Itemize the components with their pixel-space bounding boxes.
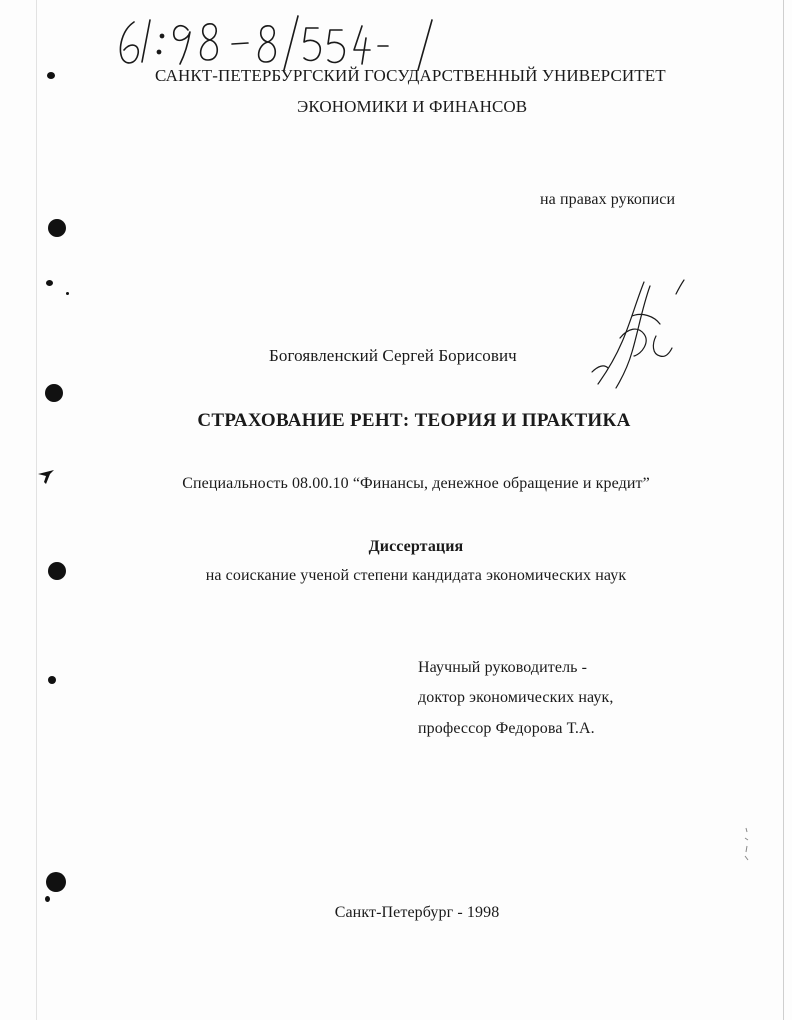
university-name-line1: САНКТ-ПЕТЕРБУРГСКИЙ ГОСУДАРСТВЕННЫЙ УНИВЕРСИТЕТ: [155, 66, 666, 85]
punch-hole-mark: [47, 72, 55, 79]
advisor-degree: доктор экономических наук,: [418, 689, 614, 706]
handwritten-signature: [572, 272, 692, 392]
author-name: Богоявленский Сергей Борисович: [269, 346, 517, 365]
punch-hole: [46, 872, 66, 892]
specialty-line: Специальность 08.00.10 “Финансы, денежное обращение и кредит”: [182, 475, 650, 492]
scan-artifact-mark: [38, 470, 56, 491]
dissertation-degree-line: на соискание ученой степени кандидата экономических наук: [205, 567, 627, 584]
scan-edge-left: [36, 0, 37, 1020]
advisor-name: профессор Федорова Т.А.: [418, 720, 595, 737]
advisor-role: Научный руководитель -: [418, 659, 588, 676]
city-and-year: Санкт-Петербург - 1998: [334, 904, 500, 921]
punch-hole: [48, 562, 66, 580]
manuscript-rights-note: на правах рукописи: [540, 191, 676, 208]
punch-hole-mark: [45, 896, 50, 902]
punch-hole-mark: [66, 292, 69, 295]
scan-artifact-mark: [742, 826, 752, 871]
punch-hole: [48, 219, 66, 237]
dissertation-title: СТРАХОВАНИЕ РЕНТ: ТЕОРИЯ И ПРАКТИКА: [197, 410, 631, 431]
punch-hole-mark: [48, 676, 56, 684]
punch-hole: [45, 384, 63, 402]
scan-edge-right: [783, 0, 784, 1020]
punch-hole-mark: [46, 280, 53, 286]
dissertation-label: Диссертация: [368, 538, 464, 555]
university-name-line2: ЭКОНОМИКИ И ФИНАНСОВ: [297, 97, 528, 116]
